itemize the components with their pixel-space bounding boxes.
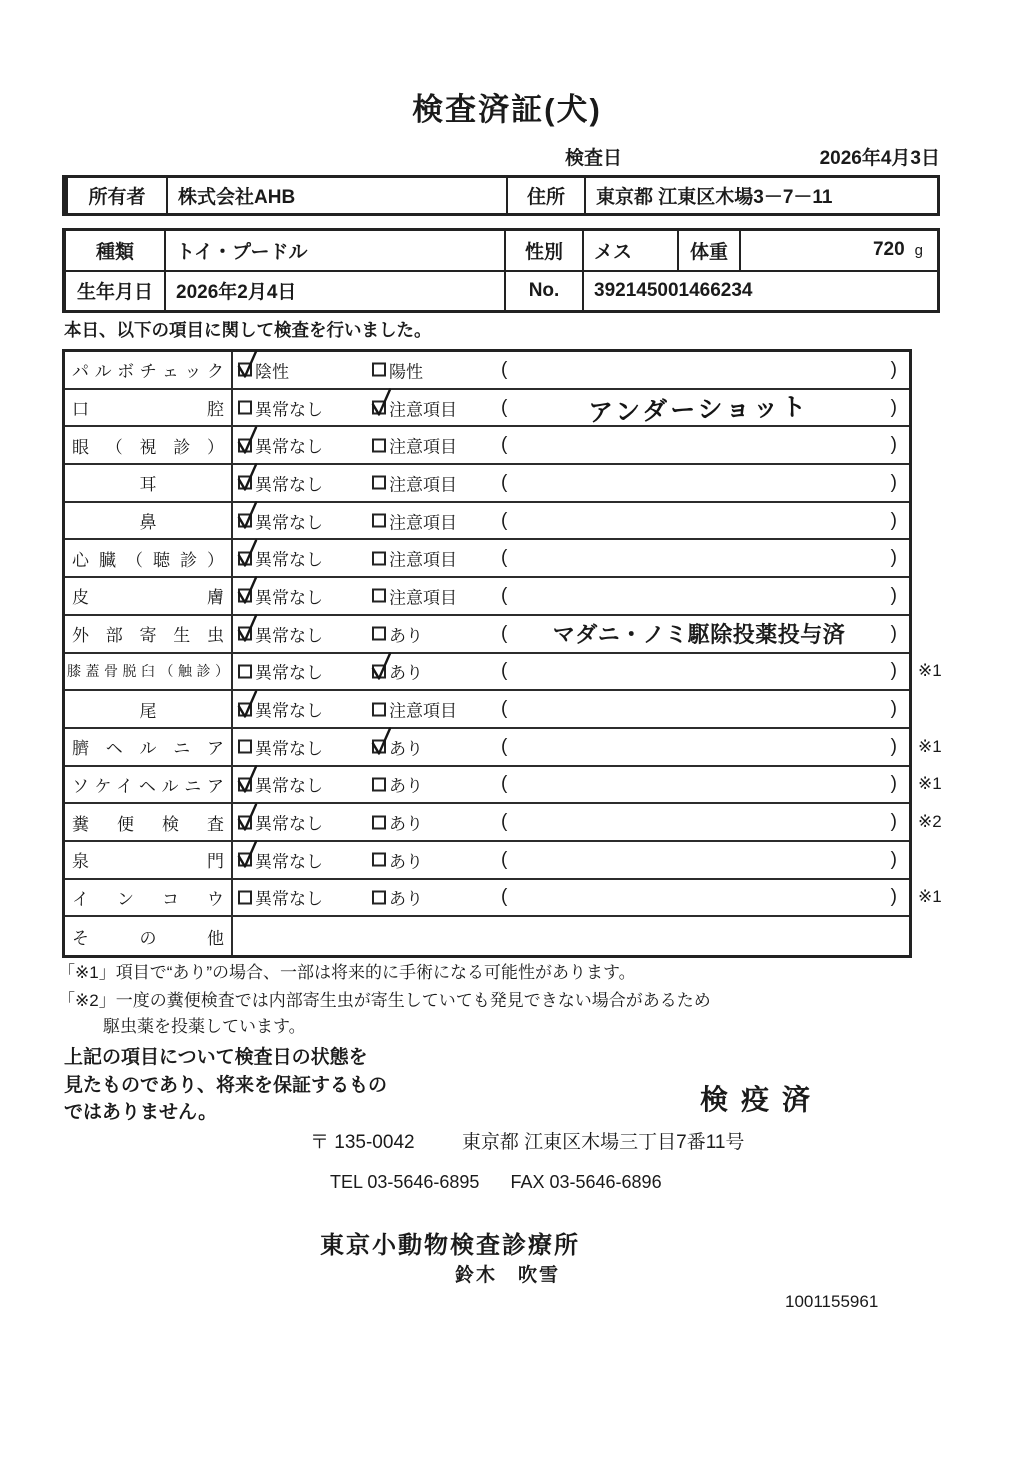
checkbox-icon	[238, 664, 252, 678]
owner-table	[62, 175, 940, 216]
no-value: 392145001466234	[594, 279, 753, 301]
checkbox-unchecked	[372, 589, 386, 603]
checklist-item-label: 眼（視診）	[65, 427, 233, 463]
remarks-parentheses	[501, 578, 897, 614]
checkbox-icon	[372, 551, 386, 565]
checkbox-checked	[238, 627, 252, 641]
option-1	[238, 885, 323, 910]
checkbox-unchecked	[372, 702, 386, 716]
checklist-item-label: パルボチェック	[65, 352, 233, 388]
page-title: 検査済証(犬)	[412, 92, 602, 127]
option-label: 注意項目	[389, 701, 457, 721]
checklist-row-13	[65, 804, 942, 842]
option-2	[372, 697, 457, 722]
paren-close: )	[890, 396, 897, 418]
paren-close: )	[890, 698, 897, 720]
remarks-parentheses	[501, 842, 897, 878]
option-label: 異常なし	[255, 776, 323, 796]
checkbox-checked	[238, 589, 252, 603]
option-1	[238, 621, 323, 646]
checkbox-icon	[372, 514, 386, 528]
checklist-row-content	[233, 691, 909, 727]
checkbox-icon	[238, 551, 252, 565]
paren-close: )	[890, 773, 897, 795]
remarks-text: マダニ・ノミ駆除投薬投与済	[552, 622, 846, 648]
paren-open: (	[501, 811, 508, 833]
remarks-parentheses	[501, 767, 897, 803]
checkbox-icon	[372, 476, 386, 490]
checkbox-icon	[372, 363, 386, 377]
checklist-row-content	[233, 578, 909, 614]
checkbox-checked	[238, 853, 252, 867]
checkbox-icon	[372, 627, 386, 641]
checklist-row-content	[233, 503, 909, 539]
reference-mark: ※1	[918, 661, 942, 681]
checkbox-icon	[372, 438, 386, 452]
reference-mark: ※1	[918, 774, 942, 794]
checkbox-icon	[238, 815, 252, 829]
exam-date-label: 検査日	[565, 148, 623, 169]
checklist-row-4	[65, 465, 909, 503]
checklist-row-12	[65, 767, 942, 805]
clinic-address: 東京都 江東区木場三丁目7番11号	[461, 1132, 745, 1153]
paren-open: (	[501, 396, 508, 418]
checklist-item-label: 皮膚	[65, 578, 233, 614]
reference-mark: ※1	[918, 736, 942, 756]
disclaimer-line3: ではありません。	[64, 1102, 218, 1123]
checklist-item-label: 外部寄生虫	[65, 616, 233, 652]
remarks-parentheses	[501, 804, 897, 840]
checkbox-icon	[372, 853, 386, 867]
paren-open: (	[501, 773, 508, 795]
checkbox-icon	[238, 363, 252, 377]
checklist-row-16	[65, 917, 909, 955]
paren-open: (	[501, 622, 508, 644]
footnote-2	[58, 988, 938, 1040]
checkbox-checked	[238, 363, 252, 377]
option-2	[372, 810, 423, 835]
option-1	[238, 470, 323, 495]
checklist-item-label: 糞便検査	[65, 804, 233, 840]
checkbox-checked	[238, 551, 252, 565]
breed-value: トイ・プードル	[166, 231, 506, 270]
option-label: 注意項目	[389, 400, 457, 420]
option-label: あり	[389, 889, 423, 909]
option-2	[372, 395, 457, 420]
option-label: 異常なし	[255, 852, 323, 872]
checkbox-icon	[372, 589, 386, 603]
option-2	[372, 433, 457, 458]
checklist-row-8	[65, 616, 909, 654]
paren-open: (	[501, 547, 508, 569]
paren-open: (	[501, 471, 508, 493]
option-2	[372, 546, 457, 571]
paren-close: )	[890, 622, 897, 644]
checkbox-unchecked	[372, 476, 386, 490]
option-1	[238, 772, 323, 797]
checklist-row-content	[233, 352, 909, 388]
checklist-row-content	[233, 540, 909, 576]
remarks-parentheses	[501, 616, 897, 652]
paren-close: )	[890, 434, 897, 456]
checkbox-checked	[238, 438, 252, 452]
footnote-1: 「※1」項目で“あり”の場合、一部は将来的に手術になる可能性があります。	[58, 963, 636, 982]
option-1	[238, 847, 323, 872]
checkbox-unchecked	[238, 740, 252, 754]
paren-open: (	[501, 509, 508, 531]
postal-code: 〒 135-0042	[310, 1132, 415, 1153]
owner-value: 株式会社AHB	[168, 178, 508, 213]
checkbox-checked	[238, 777, 252, 791]
paren-open: (	[501, 660, 508, 682]
remarks-parentheses	[501, 540, 897, 576]
checklist-row-content	[233, 917, 909, 955]
checklist-row-2	[65, 390, 909, 428]
option-1	[238, 583, 323, 608]
checkbox-icon	[238, 627, 252, 641]
clinic-tel-line	[330, 1172, 662, 1193]
option-label: 陽性	[389, 362, 423, 382]
disclaimer-line2: 見たものであり、将来を保証するもの	[64, 1074, 388, 1096]
remarks-parentheses	[501, 503, 897, 539]
option-label: 注意項目	[389, 475, 457, 495]
checklist-table	[62, 349, 942, 958]
checklist-item-label: 鼻	[65, 503, 233, 539]
checklist-item-label: ソケイヘルニア	[65, 767, 233, 803]
remarks-parentheses	[501, 390, 897, 426]
owner-label: 所有者	[68, 178, 168, 213]
checkbox-icon	[238, 777, 252, 791]
reference-mark: ※1	[918, 887, 942, 907]
info-table-row-2	[66, 272, 937, 311]
checkbox-unchecked	[372, 853, 386, 867]
address-label: 住所	[508, 178, 586, 213]
weight-unit: g	[914, 241, 923, 259]
checkbox-icon	[372, 777, 386, 791]
option-label: 異常なし	[255, 663, 323, 683]
checkbox-unchecked	[372, 514, 386, 528]
remarks-parentheses	[501, 654, 897, 690]
option-label: 異常なし	[255, 889, 323, 909]
option-label: 陰性	[255, 362, 289, 382]
birth-label: 生年月日	[66, 272, 166, 311]
remarks-parentheses	[501, 729, 897, 765]
remarks-text: アンダーショット	[588, 392, 810, 427]
option-1	[238, 810, 323, 835]
checkbox-icon	[238, 476, 252, 490]
option-2	[372, 772, 423, 797]
checkbox-unchecked	[372, 438, 386, 452]
weight-value: 720	[872, 239, 905, 261]
paren-open: (	[501, 886, 508, 908]
option-2	[372, 734, 423, 759]
option-label: 異常なし	[255, 475, 323, 495]
option-2	[372, 470, 457, 495]
option-label: 注意項目	[389, 437, 457, 457]
checkbox-checked	[372, 740, 386, 754]
sex-label: 性別	[506, 231, 584, 270]
checkbox-icon	[238, 438, 252, 452]
option-1	[238, 395, 323, 420]
exam-date-value: 2026年4月3日	[819, 148, 940, 169]
option-label: 異常なし	[255, 739, 323, 759]
weight-value-cell	[741, 231, 937, 270]
paren-close: )	[890, 509, 897, 531]
checkbox-icon	[238, 589, 252, 603]
checklist-row-content	[233, 654, 909, 690]
checkbox-unchecked	[238, 401, 252, 415]
checkbox-icon	[238, 853, 252, 867]
sex-value: メス	[584, 231, 679, 270]
reference-mark: ※2	[918, 812, 942, 832]
checkbox-checked	[238, 476, 252, 490]
checklist-item-label: 泉門	[65, 842, 233, 878]
checklist-row-1	[65, 352, 909, 390]
checkbox-icon	[372, 664, 386, 678]
checkbox-checked	[372, 401, 386, 415]
checklist-item-label: 心臓（聴診）	[65, 540, 233, 576]
checklist-row-14	[65, 842, 909, 880]
checklist-row-content	[233, 880, 909, 916]
option-2	[372, 621, 423, 646]
checklist-row-content	[233, 390, 909, 426]
option-1	[238, 697, 323, 722]
option-2	[372, 847, 423, 872]
weight-label: 体重	[679, 231, 741, 270]
paren-open: (	[501, 848, 508, 870]
paren-close: )	[890, 735, 897, 757]
checkbox-checked	[238, 514, 252, 528]
paren-close: )	[890, 848, 897, 870]
option-2	[372, 583, 457, 608]
option-label: あり	[389, 626, 423, 646]
option-label: 異常なし	[255, 550, 323, 570]
paren-close: )	[890, 358, 897, 380]
paren-open: (	[501, 584, 508, 606]
checkbox-unchecked	[238, 890, 252, 904]
info-table-row-1	[66, 231, 937, 272]
checklist-item-label: 膝蓋骨脱臼（触診）	[65, 654, 233, 690]
paren-open: (	[501, 358, 508, 380]
option-label: あり	[389, 663, 423, 683]
option-label: あり	[389, 776, 423, 796]
option-2	[372, 508, 457, 533]
checkbox-icon	[372, 815, 386, 829]
checklist-row-3	[65, 427, 909, 465]
checkbox-checked	[238, 702, 252, 716]
option-label: 異常なし	[255, 626, 323, 646]
option-label: 異常なし	[255, 588, 323, 608]
checklist-row-content	[233, 804, 909, 840]
paren-open: (	[501, 735, 508, 757]
option-label: あり	[389, 739, 423, 759]
remarks-parentheses	[501, 427, 897, 463]
checklist-row-10	[65, 691, 909, 729]
remarks-parentheses	[501, 465, 897, 501]
clinic-tel: TEL 03-5646-6895	[330, 1172, 480, 1192]
checklist-item-label: 尾	[65, 691, 233, 727]
checkbox-icon	[238, 740, 252, 754]
option-label: 異常なし	[255, 701, 323, 721]
checklist-row-content	[233, 616, 909, 652]
checklist-item-label: 臍ヘルニア	[65, 729, 233, 765]
checklist-row-content	[233, 729, 909, 765]
checkbox-unchecked	[372, 777, 386, 791]
option-1	[238, 357, 289, 382]
option-label: 異常なし	[255, 513, 323, 533]
checklist-item-label: 口腔	[65, 390, 233, 426]
remarks-parentheses	[501, 691, 897, 727]
checklist-row-5	[65, 503, 909, 541]
option-label: 注意項目	[389, 550, 457, 570]
option-label: 注意項目	[389, 513, 457, 533]
checkbox-icon	[238, 702, 252, 716]
checkbox-unchecked	[238, 664, 252, 678]
checklist-row-9	[65, 654, 942, 692]
checkbox-icon	[238, 514, 252, 528]
checkbox-checked	[238, 815, 252, 829]
checkbox-unchecked	[372, 627, 386, 641]
checkbox-icon	[238, 890, 252, 904]
paren-open: (	[501, 434, 508, 456]
paren-close: )	[890, 811, 897, 833]
paren-close: )	[890, 660, 897, 682]
option-label: あり	[389, 852, 423, 872]
checklist-item-label: その他	[65, 917, 233, 955]
checkbox-unchecked	[372, 815, 386, 829]
no-label: No.	[506, 272, 584, 311]
checklist-row-content	[233, 427, 909, 463]
checkbox-icon	[372, 740, 386, 754]
disclaimer-line1: 上記の項目について検査日の状態を	[64, 1047, 368, 1068]
paren-open: (	[501, 698, 508, 720]
checklist-row-15	[65, 880, 942, 918]
birth-value: 2026年2月4日	[166, 272, 506, 311]
checkbox-icon	[238, 401, 252, 415]
checkbox-icon	[372, 401, 386, 415]
option-label: 注意項目	[389, 588, 457, 608]
checkbox-unchecked	[372, 551, 386, 565]
clinic-fax: FAX 03-5646-6896	[510, 1172, 662, 1192]
option-1	[238, 659, 323, 684]
checklist-row-content	[233, 842, 909, 878]
option-2	[372, 659, 423, 684]
serial-number: 1001155961	[785, 1292, 879, 1311]
option-label: 異常なし	[255, 400, 323, 420]
intro-line: 本日、以下の項目に関して検査を行いました。	[64, 320, 432, 340]
option-2	[372, 357, 423, 382]
option-label: 異常なし	[255, 814, 323, 834]
quarantine-stamp-text: 検疫済	[700, 1084, 824, 1115]
paren-close: )	[890, 547, 897, 569]
checkbox-icon	[372, 890, 386, 904]
option-1	[238, 546, 323, 571]
footnote-2-line2: 駆虫薬を投薬しています。	[103, 1017, 306, 1036]
checklist-row-11	[65, 729, 942, 767]
checklist-row-6	[65, 540, 909, 578]
examiner-name: 鈴木 吹雪	[455, 1265, 561, 1286]
checkbox-checked	[372, 664, 386, 678]
checkbox-icon	[372, 702, 386, 716]
paren-close: )	[890, 584, 897, 606]
remarks-parentheses	[501, 880, 897, 916]
remarks-parentheses	[501, 352, 897, 388]
checklist-row-7	[65, 578, 909, 616]
option-label: 異常なし	[255, 437, 323, 457]
option-label: あり	[389, 814, 423, 834]
option-1	[238, 734, 323, 759]
checklist-row-content	[233, 465, 909, 501]
breed-label: 種類	[66, 231, 166, 270]
checkbox-unchecked	[372, 363, 386, 377]
footnote-2-line1: 「※2」一度の糞便検査では内部寄生虫が寄生していても発見できない場合があるため	[58, 991, 711, 1010]
checklist-row-content	[233, 767, 909, 803]
paren-close: )	[890, 471, 897, 493]
clinic-address-line	[310, 1127, 744, 1154]
option-1	[238, 508, 323, 533]
option-1	[238, 433, 323, 458]
paren-close: )	[890, 886, 897, 908]
info-table	[62, 228, 940, 313]
checklist-item-label: インコウ	[65, 880, 233, 916]
checklist-item-label: 耳	[65, 465, 233, 501]
address-value: 東京都 江東区木場3－7－11	[596, 187, 833, 208]
checkbox-unchecked	[372, 890, 386, 904]
option-2	[372, 885, 423, 910]
disclaimer	[64, 1044, 387, 1127]
clinic-name: 東京小動物検査診療所	[320, 1232, 580, 1259]
